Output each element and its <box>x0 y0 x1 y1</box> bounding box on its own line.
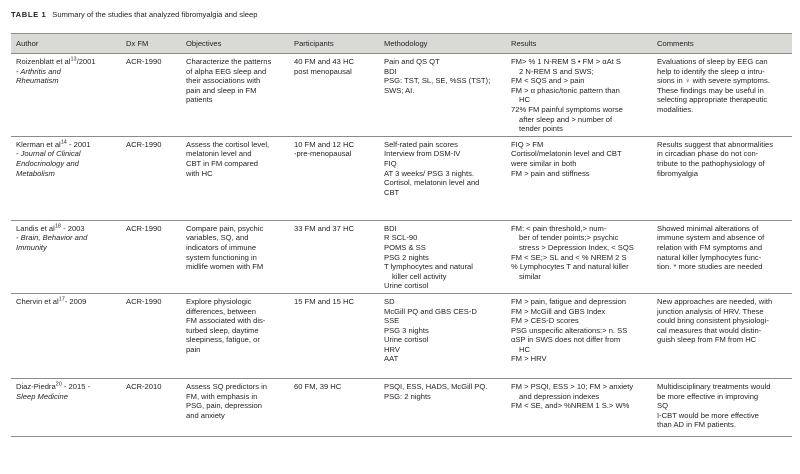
table-row <box>11 293 792 378</box>
comments-line: cal measures that would distin- <box>657 325 762 335</box>
author-ref: 20 <box>55 381 62 388</box>
comments-line: in circadian phase do not con- <box>657 149 759 159</box>
journal-line: Metabolism <box>16 168 55 178</box>
results-line: % Lymphocytes T and natural killer <box>511 262 629 272</box>
comments-line: Multidisciplinary treatments would <box>657 381 771 391</box>
results-line: FM > α phasic/tonic pattern than <box>511 85 620 95</box>
results-line: FM > McGill and GBS Index <box>511 306 606 316</box>
results-line: similar <box>519 271 541 281</box>
objective-line: and anxiety <box>186 410 225 420</box>
objective-line: sleepiness, fatigue, or <box>186 335 260 345</box>
author-year: /2001 <box>76 57 96 66</box>
objective-line: patients <box>186 95 213 105</box>
participants-line: 33 FM and 37 HC <box>294 223 354 233</box>
objective-line: turbed sleep, daytime <box>186 325 259 335</box>
author-ref: 14 <box>60 139 67 146</box>
author-name: Roizenblatt et al <box>16 57 71 66</box>
methodology-line: Self-rated pain scores <box>384 139 458 149</box>
header-author: Author <box>11 34 121 54</box>
comments-line: be more effective in improving <box>657 391 759 401</box>
results-line: PSG unspecific alterations:> n. SS <box>511 325 628 335</box>
author-cell <box>11 136 121 220</box>
methodology-cell <box>379 378 506 436</box>
header-participants: Participants <box>289 34 379 54</box>
studies-table <box>11 33 792 437</box>
methodology-line: R SCL-90 <box>384 233 418 243</box>
results-cell <box>506 136 652 220</box>
objectives-cell <box>181 220 289 293</box>
methodology-line: BDI <box>384 223 397 233</box>
methodology-line: SD <box>384 296 395 306</box>
header-objectives: Objectives <box>181 34 289 54</box>
participants-cell <box>289 136 379 220</box>
results-line: αSP in SWS does not differ from <box>511 335 621 345</box>
methodology-line: Urine cortisol <box>384 281 429 291</box>
methodology-line: Cortisol, melatonin level and <box>384 178 480 188</box>
results-line: FM> % 1 N-REM S • FM > αAt S <box>511 57 622 66</box>
methodology-line: AT 3 weeks/ PSG 3 nights. <box>384 168 475 178</box>
table-caption <box>11 10 257 20</box>
methodology-line: PSG 2 nights <box>384 252 429 262</box>
dx-value: ACR-2010 <box>126 381 162 391</box>
author-name: Klerman et al <box>16 139 61 149</box>
results-line: 72% FM painful symptoms worse <box>511 104 623 114</box>
methodology-line: BDI <box>384 66 397 76</box>
objective-line: with HC <box>186 168 213 178</box>
comments-cell <box>652 220 792 293</box>
methodology-line: killer cell activity <box>392 271 447 281</box>
methodology-line: McGill PQ and GBS CES-D <box>384 306 477 316</box>
comments-line: natural killer lymphocytes func- <box>657 252 762 262</box>
participants-cell <box>289 220 379 293</box>
results-line: 2 N-REM S and SWS; <box>519 66 594 76</box>
methodology-line: PSG 3 nights <box>384 325 429 335</box>
table-row <box>11 220 792 293</box>
objective-line: CBT in FM compared <box>186 158 259 168</box>
participants-line: 60 FM, 39 HC <box>294 381 342 391</box>
dx-value: ACR-1990 <box>126 139 162 149</box>
author-year: - 2009 <box>64 296 87 306</box>
author-name: Diaz-Piedra <box>16 381 56 391</box>
author-year: - 2001 <box>66 139 91 149</box>
methodology-line: CBT <box>384 187 400 197</box>
comments-line: than AD in FM patients. <box>657 420 736 430</box>
table-body <box>11 54 792 437</box>
objective-line: differences, between <box>186 306 256 316</box>
comments-line: tion. * more studies are needed <box>657 262 763 272</box>
comments-line: modalities. <box>657 104 694 114</box>
comments-line: relation with FM symptoms and <box>657 242 763 252</box>
results-line: Cortisol/melatonin level and CBT <box>511 149 622 159</box>
methodology-line: AAT <box>384 354 399 364</box>
author-name: Chervin et al <box>16 296 59 306</box>
comments-line: Showed minimal alterations of <box>657 223 759 233</box>
journal-line: Endocrinology and <box>16 158 79 168</box>
author-line <box>16 297 117 307</box>
objective-line: Assess SQ predictors in <box>186 381 268 391</box>
methodology-line: T lymphocytes and natural <box>384 262 473 272</box>
comments-line: selecting appropriate therapeutic <box>657 95 768 105</box>
participants-line: post menopausal <box>294 66 352 76</box>
author-cell <box>11 293 121 378</box>
results-line: HC <box>519 344 530 354</box>
results-line: HC <box>519 95 530 105</box>
participants-cell <box>289 54 379 137</box>
comments-line: guish sleep from FM from HC <box>657 335 757 345</box>
participants-cell <box>289 378 379 436</box>
results-line: and depression indexes <box>519 391 600 401</box>
methodology-cell <box>379 293 506 378</box>
participants-line: -pre-menopausal <box>294 149 352 159</box>
participants-cell <box>289 293 379 378</box>
table-row <box>11 54 792 137</box>
methodology-line: PSQI, ESS, HADS, McGill PQ. <box>384 381 488 391</box>
results-line: FIQ > FM <box>511 139 544 149</box>
objectives-cell <box>181 378 289 436</box>
comments-line: Evaluations of sleep by EEG can <box>657 57 768 66</box>
author-cell <box>11 54 121 137</box>
journal-line: Sleep Medicine <box>16 391 68 401</box>
methodology-cell <box>379 54 506 137</box>
objective-line: system functioning in <box>186 252 257 262</box>
results-line: FM > pain, fatigue and depression <box>511 296 627 306</box>
header-comments: Comments <box>652 34 792 54</box>
participants-line: 15 FM and 15 HC <box>294 296 354 306</box>
objective-line: PSG, pain, depression <box>186 401 262 411</box>
results-line: FM < SQS and > pain <box>511 76 585 86</box>
header-methodology: Methodology <box>379 34 506 54</box>
journal-line: - Brain, Behavior and <box>16 233 88 243</box>
header-results: Results <box>506 34 652 54</box>
author-ref: 17 <box>58 296 65 303</box>
methodology-line: PSG: 2 nights <box>384 391 431 401</box>
results-line: stress > Depression Index, < SQS <box>519 242 634 252</box>
participants-line: 10 FM and 12 HC <box>294 139 354 149</box>
header-row <box>11 34 792 54</box>
comments-line: immune system and absence of <box>657 233 765 243</box>
results-line: were similar in both <box>511 158 577 168</box>
methodology-line: POMS & SS <box>384 242 426 252</box>
comments-line: help to identify the sleep α intru- <box>657 66 765 76</box>
results-cell <box>506 220 652 293</box>
dx-cell <box>121 54 181 137</box>
methodology-line: Interview from DSM-IV <box>384 149 461 159</box>
results-cell <box>506 378 652 436</box>
methodology-line: HRV <box>384 344 400 354</box>
table-row <box>11 136 792 220</box>
journal-line: Rheumatism <box>16 76 59 86</box>
journal-line: - Arthritis and <box>16 66 61 76</box>
objective-line: Compare pain, psychic <box>186 223 264 233</box>
objective-line: FM, with emphasis in <box>186 391 258 401</box>
author-year: - 2015 - <box>61 381 91 391</box>
comments-cell <box>652 293 792 378</box>
results-line: FM > PSQI, ESS > 10; FM > anxiety <box>511 381 634 391</box>
comments-cell <box>652 54 792 137</box>
methodology-line: Urine cortisol <box>384 335 429 345</box>
comments-line: could bring consistent physiologi- <box>657 316 769 326</box>
table-label: TABLE 1 <box>11 10 47 19</box>
dx-value: ACR-1990 <box>126 296 162 306</box>
methodology-cell <box>379 136 506 220</box>
comments-line: New approaches are needed, with <box>657 296 773 306</box>
methodology-cell <box>379 220 506 293</box>
participants-line: 40 FM and 43 HC <box>294 57 354 66</box>
comments-line: SQ <box>657 401 668 411</box>
objective-line: variables, SQ, and <box>186 233 249 243</box>
methodology-line: SWS; AI. <box>384 85 415 95</box>
objective-line: Assess the cortisol level, <box>186 139 270 149</box>
author-name: Landis et al <box>16 223 55 233</box>
dx-cell <box>121 220 181 293</box>
author-cell <box>11 378 121 436</box>
objective-line: indicators of immune <box>186 242 257 252</box>
methodology-line: FIQ <box>384 158 397 168</box>
results-line: FM: < pain threshold,> num- <box>511 223 607 233</box>
results-line: FM > pain and stiffness <box>511 168 590 178</box>
dx-cell <box>121 136 181 220</box>
comments-line: fibromyalgia <box>657 168 698 178</box>
author-line <box>16 57 117 67</box>
dx-value: ACR-1990 <box>126 223 162 233</box>
objectives-cell <box>181 54 289 137</box>
author-year: - 2003 <box>60 223 85 233</box>
results-line: tender points <box>519 124 563 134</box>
results-line: FM > CES-D scores <box>511 316 579 326</box>
methodology-line: PSG: TST, SL, SE, %SS (TST); <box>384 76 491 86</box>
objective-line: midlife women with FM <box>186 262 264 272</box>
comments-line: I-CBT would be more effective <box>657 410 759 420</box>
dx-cell <box>121 378 181 436</box>
results-line: ber of tender points;> psychic <box>519 233 619 243</box>
results-line: FM > HRV <box>511 354 547 364</box>
journal-line: Immunity <box>16 242 47 252</box>
objectives-cell <box>181 293 289 378</box>
table-title: Summary of the studies that analyzed fibromyalgia and sleep <box>52 10 258 19</box>
dx-value: ACR-1990 <box>126 57 162 66</box>
methodology-line: Pain and QS QT <box>384 57 440 66</box>
comments-line: tribute to the pathophysiology of <box>657 158 765 168</box>
comments-line: Results suggest that abnormalities <box>657 139 774 149</box>
comments-cell <box>652 136 792 220</box>
comments-line: junction analysis of HRV. These <box>657 306 764 316</box>
results-cell <box>506 293 652 378</box>
objective-line: Explore physiologic <box>186 296 252 306</box>
results-line: FM < SE, and> %NREM 1 S.> W% <box>511 401 630 411</box>
journal-line: - Journal of Clinical <box>16 149 81 159</box>
objective-line: their associations with <box>186 76 261 86</box>
table-row <box>11 378 792 436</box>
objective-line: melatonin level and <box>186 149 252 159</box>
results-line: FM < SE;> SL and < % NREM 2 S <box>511 252 627 262</box>
results-line: after sleep and > number of <box>519 114 613 124</box>
objectives-cell <box>181 136 289 220</box>
objective-line: of alpha EEG sleep and <box>186 66 267 76</box>
author-line <box>16 382 117 392</box>
comments-line: These findings may be useful in <box>657 85 764 95</box>
objective-line: Characterize the patterns <box>186 57 272 66</box>
objective-line: pain and sleep in FM <box>186 85 257 95</box>
objective-line: pain <box>186 344 201 354</box>
author-ref: 13 <box>70 56 77 63</box>
header-dx-fm: Dx FM <box>121 34 181 54</box>
author-cell <box>11 220 121 293</box>
results-cell <box>506 54 652 137</box>
author-ref: 18 <box>54 223 61 230</box>
comments-line: sions in ♀ with severe symptoms. <box>657 76 770 86</box>
comments-cell <box>652 378 792 436</box>
dx-cell <box>121 293 181 378</box>
objective-line: FM associated with dis- <box>186 316 266 326</box>
author-line <box>16 224 117 234</box>
author-line <box>16 140 117 150</box>
methodology-line: SSE <box>384 316 400 326</box>
